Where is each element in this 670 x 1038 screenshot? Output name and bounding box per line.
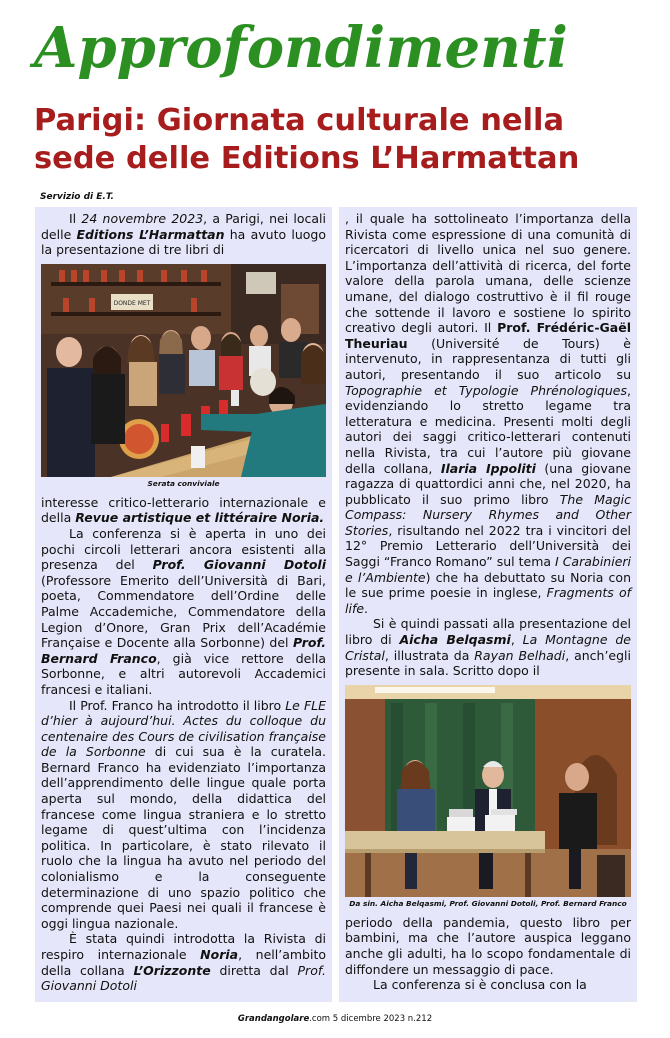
paragraph-intro: Il 24 novembre 2023, a Parigi, nei locali delle Editions L’Harmattan ha avuto luogo la presentazione di tre libri di — [41, 211, 326, 258]
article-column-right — [339, 207, 637, 1002]
page-footer — [0, 1014, 670, 1024]
paragraph-noria: È stata quindi introdotta la Rivista di respiro internazionale Noria, nell’ambito della collana L’Orizzonte diretta dal Prof. Giovanni Dotoli — [41, 931, 326, 994]
section-title: Approfondimenti — [34, 15, 568, 81]
photo-dinner — [41, 264, 326, 477]
paragraph-opening: La conferenza si è aperta in uno dei pochi circoli letterari ancora esistenti alla presenza del Prof. Giovanni Dotoli (Professore Emerito dell’Università di Bari, poeta, Commendatore dell’Ordine delle Palme Accademiche, Commendatore della Legion d’Onore, Gran Prix dell’Académie Française e Docente alla Sorbonne) del Prof. Bernard Franco, già vice rettore della Sorbonne, e altri autorevoli Accademici francesi e italiani. — [41, 525, 326, 697]
footer-site-name: Grandangolare — [237, 1014, 310, 1024]
paragraph-intro-continued: interesse critico-letterario internazionale e della Revue artistique et littéraire Noria. — [41, 494, 326, 526]
paragraph-franco: Il Prof. Franco ha introdotto il libro Le FLE d’hier à aujourd’hui. Actes du colloque du centenaire des Cours de civilisation française de la Sorbonne di cui sua è la curatela. Bernard Franco ha evidenziato l’importanza dell’apprendimento delle lingue quale porta aperta sul mondo, della didattica del francese come lingua straniera e lo stretto legame di quest’ultima con l’incidenza politica. In particolare, è stato rilevato il ruolo che la lingua ha avuto nel periodo del colonialismo e la conseguente determinazione di uno spazio politico che comprende quei Paesi nei quali il francese è oggi lingua nazionale. — [41, 697, 326, 931]
footer-site-suffix: .com — [309, 1014, 331, 1024]
paragraph-belqasmi-continued: periodo della pandemia, questo libro per bambini, ma che l’autore auspica leggano anche gli adulti, ha lo scopo fondamentale di diffondere un messaggio di pace. — [345, 914, 631, 977]
caption-dinner: Serata conviviale — [147, 478, 220, 488]
footer-issue: 5 dicembre 2023 n.212 — [330, 1014, 433, 1024]
paragraph-noria-continued: , il quale ha sottolineato l’importanza della Rivista come espressione di una comunità di ricercatori di livello unica nel suo genere. L’importanza dell’attività di ricerca, del forte valore della parola umana, delle scienze umane, del dialogo costruttivo è il fil rouge che sottende il lavoro e sostiene lo spirito creativo degli autori. Il Prof. Frédéric-Gaël Theuriau (Université de Tours) è intervenuto, in rappresentanza di tutti gli autori, presentando il suo articolo su Topographie et Typologie Phrénologiques, evidenziando lo stretto legame tra letteratura e medicina. Presenti molti degli autori dei saggi critico-letterari contenuti nella Rivista, tra cui l’autore più giovane della collana, Ilaria Ippoliti (una giovane ragazza di quattordici anni che, nel 2020, ha pubblicato il suo primo libro The Magic Compass: Nursery Rhymes and Other Stories, risultando nel 2022 tra i vincitori del 12° Premio Letterario dell’Università dei Saggi “Franco Romano” sul tema I Carabinieri e l’Ambiente) che ha debuttato su Noria con le sue prime poesie in inglese, Fragments of life. — [345, 211, 631, 616]
paragraph-belqasmi: Si è quindi passati alla presentazione del libro di Aicha Belqasmi, La Montagne de Cristal, illustrata da Rayan Belhadi, anch’egli presente in sala. Scritto dopo il — [345, 616, 631, 679]
article-column-left — [35, 207, 332, 1002]
paragraph-closing: La conferenza si è conclusa con la — [373, 977, 587, 993]
figure-dinner — [41, 264, 326, 489]
photo-speakers — [345, 685, 631, 897]
byline: Servizio di E.T. — [40, 192, 114, 202]
photo-sign-text: DONDE MET — [113, 299, 151, 307]
article-headline: Parigi: Giornata culturale nella sede delle Editions L’Harmattan — [34, 103, 580, 176]
figure-speakers — [345, 685, 631, 909]
caption-speakers: Da sin. Aicha Belqasmi, Prof. Giovanni Dotoli, Prof. Bernard Franco — [349, 898, 627, 908]
